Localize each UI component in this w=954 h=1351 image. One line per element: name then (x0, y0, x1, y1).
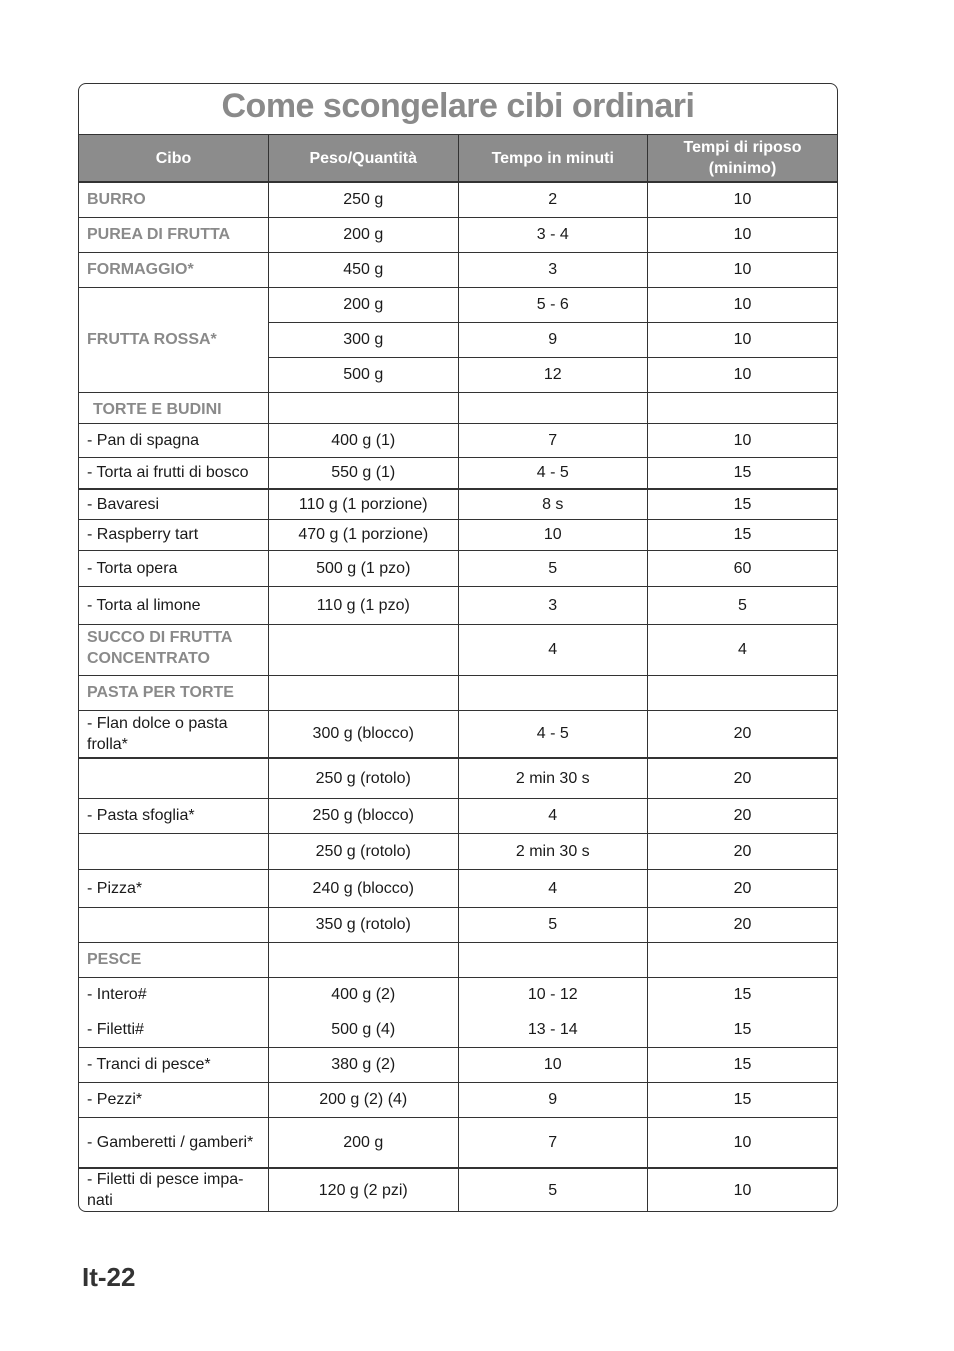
time-cell: 12 (458, 357, 648, 392)
weight-cell: 300 g (269, 322, 459, 357)
rest-cell: 15 (648, 519, 838, 550)
category-cell: FORMAGGIO* (79, 252, 269, 287)
weight-cell: 250 g (blocco) (269, 798, 459, 833)
rest-cell: 20 (648, 869, 838, 907)
weight-cell (269, 942, 459, 977)
time-cell: 10 (458, 519, 648, 550)
category-cell: TORTE E BUDINI (79, 392, 269, 423)
weight-line: 500 g (4) (331, 1021, 396, 1038)
time-line: 10 - 12 (527, 986, 578, 1003)
page-title: Come scongelare cibi ordinari (79, 84, 837, 135)
time-cell: 7 (458, 1117, 648, 1168)
time-cell: 8 s (458, 489, 648, 519)
table-row (79, 869, 837, 907)
rest-cell: 4 (648, 624, 838, 675)
table-row (79, 489, 837, 519)
time-cell: 3 (458, 252, 648, 287)
time-cell: 2 min 30 s (458, 758, 648, 798)
table-row (79, 710, 837, 758)
time-cell: 10 (458, 1047, 648, 1082)
table-row (79, 624, 837, 675)
weight-cell: 350 g (rotolo) (269, 907, 459, 942)
time-cell: 9 (458, 1082, 648, 1117)
food-cell: - Torta ai frutti di bosco (79, 457, 269, 489)
category-cell: FRUTTA ROSSA* (79, 287, 269, 392)
table-row (79, 833, 837, 869)
weight-cell: 240 g (blocco) (269, 869, 459, 907)
header-time: Tempo in minuti (458, 135, 648, 182)
weight-line: 400 g (2) (331, 986, 396, 1003)
food-cell: - Pizza* (79, 869, 269, 907)
table-row (79, 675, 837, 710)
time-cell: 5 (458, 907, 648, 942)
food-cell: - Bavaresi (79, 489, 269, 519)
rest-cell: 10 (648, 357, 838, 392)
table-row (79, 1047, 837, 1082)
time-cell: 5 (458, 550, 648, 586)
time-line: 13 - 14 (527, 1021, 578, 1038)
food-line: - Filetti# (87, 1021, 144, 1038)
category-cell: PASTA PER TORTE (79, 675, 269, 710)
weight-cell (269, 675, 459, 710)
rest-cell: 15 (648, 457, 838, 489)
thawing-table (79, 135, 837, 1211)
table-row (79, 942, 837, 977)
rest-cell: 10 (648, 252, 838, 287)
weight-cell: 200 g (2) (4) (269, 1082, 459, 1117)
time-cell: 4 - 5 (458, 457, 648, 489)
weight-cell: 380 g (2) (269, 1047, 459, 1082)
food-cell: - Pan di spagna (79, 423, 269, 457)
thawing-table-frame (78, 83, 838, 1212)
food-cell: - Pasta sfoglia* (79, 798, 269, 833)
weight-cell: 450 g (269, 252, 459, 287)
rest-cell: 20 (648, 798, 838, 833)
table-header-row (79, 135, 837, 182)
rest-cell (648, 392, 838, 423)
time-cell: 2 (458, 182, 648, 217)
rest-cell: 20 (648, 907, 838, 942)
table-row (79, 423, 837, 457)
table-row (79, 287, 837, 322)
rest-cell (648, 942, 838, 977)
time-cell (458, 675, 648, 710)
category-cell: BURRO (79, 182, 269, 217)
category-cell: SUCCO DI FRUTTA CONCENTRATO (79, 624, 269, 675)
time-cell (458, 977, 648, 1047)
header-rest: Tempi di riposo (minimo) (648, 135, 838, 182)
weight-cell: 500 g (269, 357, 459, 392)
time-cell (458, 392, 648, 423)
rest-cell: 5 (648, 586, 838, 624)
rest-cell: 60 (648, 550, 838, 586)
time-cell: 4 (458, 798, 648, 833)
time-cell: 4 (458, 869, 648, 907)
weight-cell: 470 g (1 porzione) (269, 519, 459, 550)
time-cell: 2 min 30 s (458, 833, 648, 869)
weight-cell: 250 g (rotolo) (269, 758, 459, 798)
time-cell: 3 (458, 586, 648, 624)
header-weight: Peso/Quantità (269, 135, 459, 182)
weight-cell: 120 g (2 pzi) (269, 1168, 459, 1211)
table-row (79, 1168, 837, 1211)
weight-cell (269, 977, 459, 1047)
weight-cell (269, 624, 459, 675)
table-row (79, 457, 837, 489)
table-row (79, 392, 837, 423)
rest-cell: 10 (648, 217, 838, 252)
food-line: - Intero# (87, 986, 147, 1003)
food-cell: - Tranci di pesce* (79, 1047, 269, 1082)
table-row (79, 1117, 837, 1168)
rest-cell: 10 (648, 182, 838, 217)
food-cell: - Flan dolce o pasta frolla* (79, 710, 269, 758)
rest-line: 15 (733, 986, 752, 1003)
weight-cell: 110 g (1 pzo) (269, 586, 459, 624)
weight-cell: 550 g (1) (269, 457, 459, 489)
food-cell: - Raspberry tart (79, 519, 269, 550)
food-cell (79, 833, 269, 869)
food-cell (79, 758, 269, 798)
weight-cell: 110 g (1 porzione) (269, 489, 459, 519)
table-row (79, 758, 837, 798)
table-row (79, 907, 837, 942)
food-cell: - Torta al limone (79, 586, 269, 624)
category-cell: PUREA DI FRUTTA (79, 217, 269, 252)
time-cell (458, 942, 648, 977)
rest-line: 15 (733, 1021, 752, 1038)
table-row (79, 182, 837, 217)
page-number: It-22 (82, 1262, 136, 1292)
rest-cell: 15 (648, 489, 838, 519)
weight-cell: 250 g (rotolo) (269, 833, 459, 869)
weight-cell: 500 g (1 pzo) (269, 550, 459, 586)
weight-cell: 300 g (blocco) (269, 710, 459, 758)
rest-cell: 15 (648, 1047, 838, 1082)
time-cell: 9 (458, 322, 648, 357)
weight-cell (269, 392, 459, 423)
rest-cell: 10 (733, 1181, 752, 1199)
time-cell: 5 (458, 1168, 648, 1211)
table-row (79, 550, 837, 586)
table-row (79, 519, 837, 550)
time-cell: 4 - 5 (458, 710, 648, 758)
rest-cell: 20 (648, 710, 838, 758)
food-cell (79, 977, 269, 1047)
food-cell: - Pezzi* (79, 1082, 269, 1117)
food-cell (79, 907, 269, 942)
table-row (79, 1082, 837, 1117)
table-row (79, 798, 837, 833)
weight-cell: 200 g (269, 1117, 459, 1168)
time-cell: 3 - 4 (458, 217, 648, 252)
table-row (79, 217, 837, 252)
rest-cell: 10 (648, 287, 838, 322)
food-cell: - Gamberetti / gamberi* (79, 1117, 269, 1168)
rest-cell: 20 (648, 833, 838, 869)
rest-cell (648, 675, 838, 710)
header-food: Cibo (79, 135, 269, 182)
category-cell: PESCE (79, 942, 269, 977)
time-cell: 5 - 6 (458, 287, 648, 322)
rest-cell: 20 (648, 758, 838, 798)
time-cell: 7 (458, 423, 648, 457)
rest-cell: 10 (648, 322, 838, 357)
table-row (79, 252, 837, 287)
rest-cell (648, 977, 838, 1047)
food-cell: - Filetti di pesce impa-nati (79, 1168, 269, 1211)
table-row (79, 586, 837, 624)
weight-cell: 400 g (1) (269, 423, 459, 457)
table-row (79, 977, 837, 1047)
weight-cell: 200 g (269, 287, 459, 322)
food-cell: - Torta opera (79, 550, 269, 586)
rest-cell: 15 (648, 1082, 838, 1117)
weight-cell: 250 g (269, 182, 459, 217)
rest-cell: 10 (648, 423, 838, 457)
weight-cell: 200 g (269, 217, 459, 252)
rest-cell: 10 (648, 1117, 838, 1168)
time-cell: 4 (458, 624, 648, 675)
